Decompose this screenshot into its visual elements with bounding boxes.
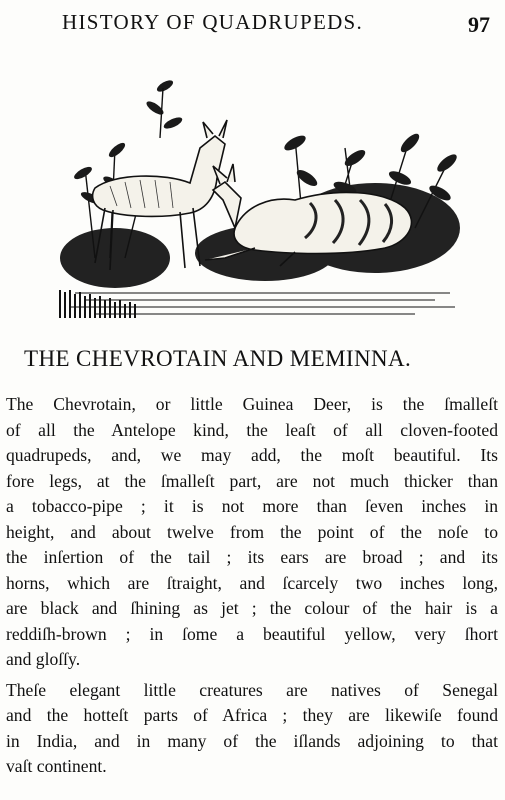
running-head: HISTORY OF QUADRUPEDS. xyxy=(62,10,364,34)
paragraph xyxy=(6,678,498,780)
text-line: horns, which are ſtraight, and ſcarcely two inches long, xyxy=(6,572,498,593)
text-line: quadrupeds, and, we may add, the moſt beautiful. Its xyxy=(6,445,498,465)
text-line: Theſe elegant little creatures are natives of Senegal xyxy=(6,679,498,700)
text-line: and gloſſy. xyxy=(6,649,81,669)
page-number: 97 xyxy=(468,12,490,37)
paragraph xyxy=(6,392,498,673)
text-line: a tobacco-pipe ; it is not more than ſeven inches in xyxy=(6,496,498,516)
text-line: The Chevrotain, or little Guinea Deer, is the ſmalleſt xyxy=(6,394,498,414)
body-text xyxy=(6,392,498,780)
section-title: THE CHEVROTAIN AND MEMINNA. xyxy=(24,346,412,371)
engraving-illustration xyxy=(55,78,465,328)
text-line: fore legs, at the ſmalleſt part, are not much thicker than xyxy=(6,470,498,491)
text-line: and the hotteſt parts of Africa ; they are likewiſe found xyxy=(6,705,498,725)
text-line: are black and ſhining as jet ; the colour of the hair is a xyxy=(6,598,498,618)
text-line: vaſt continent. xyxy=(6,756,107,776)
text-line: in India, and in many of the iſlands adjoining to that xyxy=(6,730,498,751)
text-line: reddiſh-brown ; in ſome a beautiful yellow, very ſhort xyxy=(6,623,498,644)
text-line: the inſertion of the tail ; its ears are broad ; and its xyxy=(6,547,498,567)
text-line: height, and about twelve from the point of the noſe to xyxy=(6,521,498,542)
chevrotain-engraving-icon xyxy=(55,78,465,328)
text-line: of all the Antelope kind, the leaſt of all cloven-footed xyxy=(6,419,498,440)
